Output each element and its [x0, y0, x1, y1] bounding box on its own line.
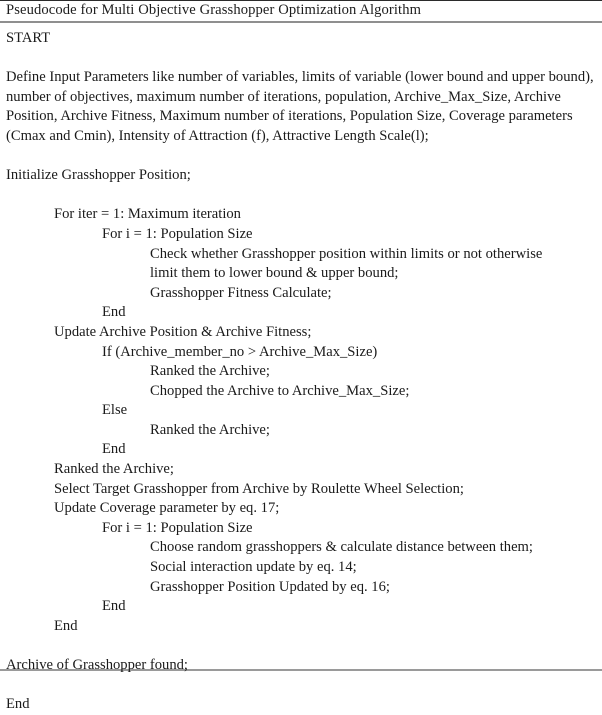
pseudocode-body	[6, 29, 596, 715]
code-line: Archive of Grasshopper found;	[6, 657, 188, 673]
code-line: Initialize Grasshopper Position;	[6, 167, 191, 184]
code-line: Choose random grasshoppers & calculate distance between them;	[150, 539, 533, 556]
code-spacer	[6, 186, 596, 206]
code-line: Ranked the Archive;	[54, 461, 174, 478]
code-line: If (Archive_member_no > Archive_Max_Size)	[102, 343, 378, 360]
code-line: Else	[102, 402, 128, 419]
code-line: Ranked the Archive;	[150, 421, 270, 438]
code-line: End	[102, 441, 126, 458]
code-line: Grasshopper Position Updated by eq. 16;	[150, 578, 390, 595]
code-line: End	[6, 696, 30, 713]
code-line: Ranked the Archive;	[150, 363, 270, 380]
code-line: START	[6, 30, 51, 46]
code-spacer	[6, 636, 596, 656]
code-spacer	[6, 676, 596, 696]
code-line: Check whether Grasshopper position within limits or not otherwise	[150, 245, 543, 262]
page-title: Pseudocode for Multi Objective Grasshopper Optimization Algorithm	[6, 2, 422, 18]
code-line: End	[102, 304, 126, 321]
code-line: Update Archive Position & Archive Fitness;	[54, 323, 312, 340]
code-line: Chopped the Archive to Archive_Max_Size;	[150, 382, 410, 399]
code-line: Update Coverage parameter by eq. 17;	[54, 500, 280, 517]
code-line: limit them to lower bound & upper bound;	[150, 265, 399, 282]
code-spacer	[6, 49, 596, 69]
pseudocode-title-row	[0, 1, 602, 23]
code-line: End	[54, 617, 78, 634]
code-spacer	[6, 147, 596, 167]
pseudocode-body-row	[0, 23, 602, 715]
code-line: For i = 1: Population Size	[102, 225, 253, 242]
code-line: For iter = 1: Maximum iteration	[54, 206, 241, 223]
code-line: Select Target Grasshopper from Archive by Roulette Wheel Selection;	[54, 480, 464, 497]
code-line: Social interaction update by eq. 14;	[150, 559, 357, 576]
code-line: For i = 1: Population Size	[102, 519, 253, 536]
code-line: Grasshopper Fitness Calculate;	[150, 284, 332, 301]
code-line: Define Input Parameters like number of variables, limits of variable (lower bound and upper bound), number of objectives, maximum number of iterations, population, Archive_Max_Size, Archive Position, Archive Fitness, Maximum number of iterations, Population Size, Coverage parameters (Cmax and Cmin), Intensity of Attraction (f), Attractive Length Scale(l);	[6, 69, 594, 144]
code-line: End	[102, 598, 126, 615]
